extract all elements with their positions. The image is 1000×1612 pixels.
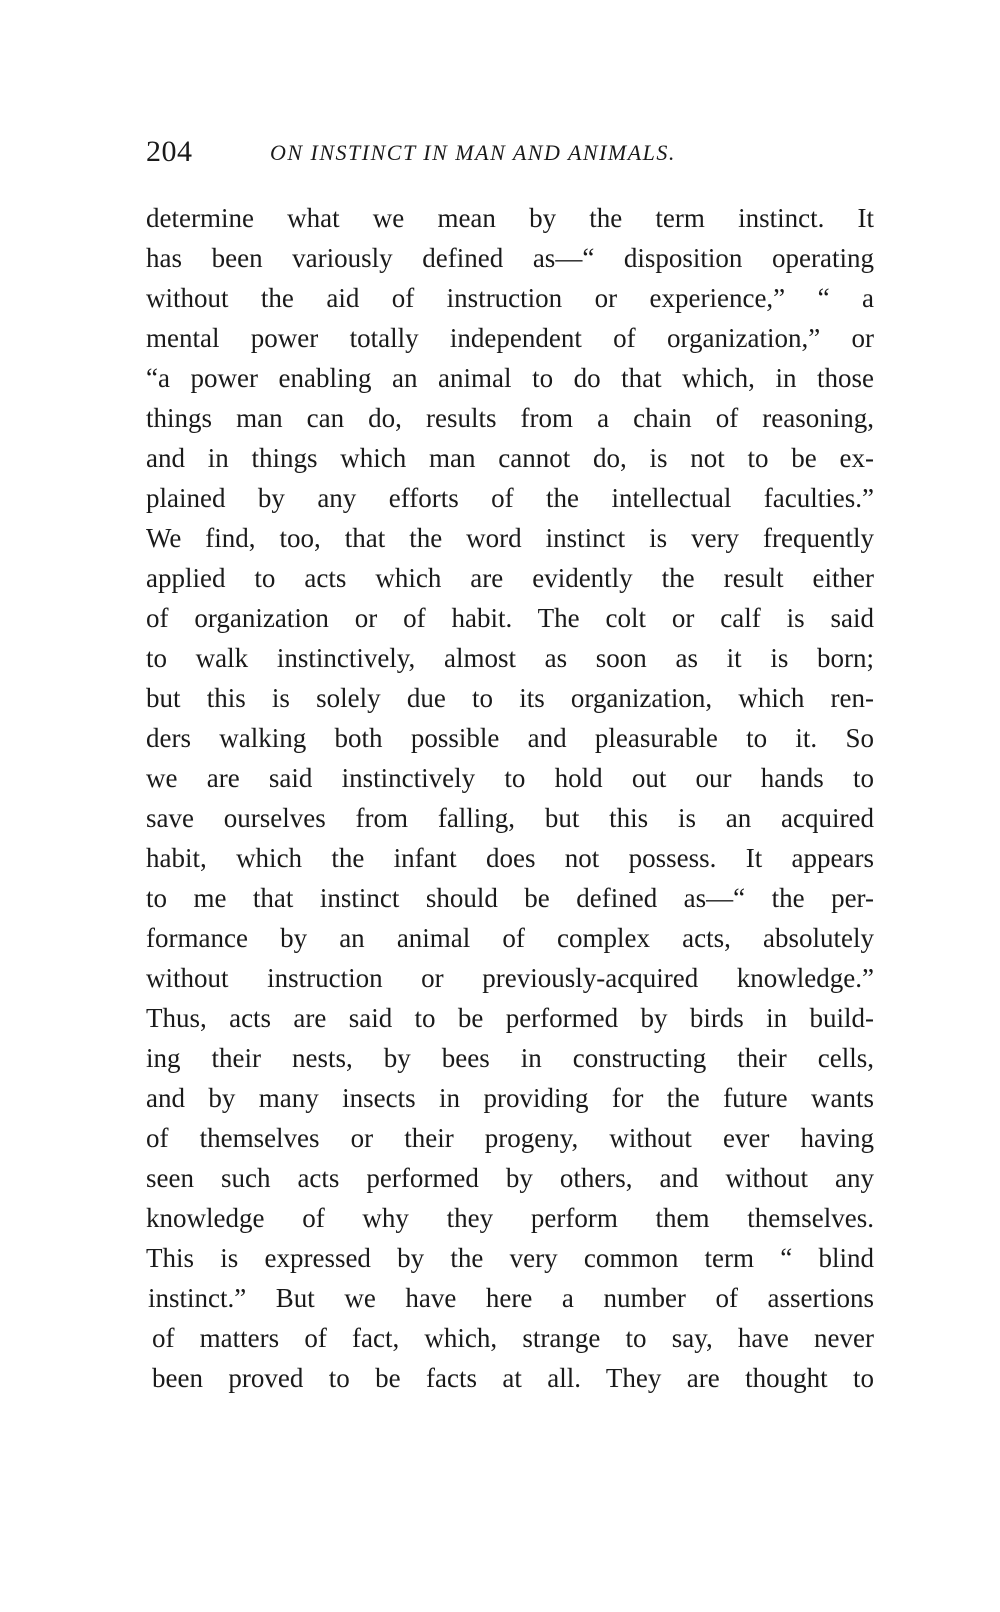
text-line: formance by an animal of complex acts, absolutely — [146, 923, 874, 953]
text-line: ders walking both possible and pleasurable to it. So — [146, 723, 874, 753]
text-line: We find, too, that the word instinct is very frequently — [146, 523, 874, 553]
text-line: of themselves or their progeny, without ever having — [146, 1123, 874, 1153]
text-line: This is expressed by the very common term “ blind — [146, 1243, 874, 1273]
text-line: determine what we mean by the term instinct. It — [146, 203, 874, 233]
text-line: without the aid of instruction or experience,” “ a — [146, 283, 874, 313]
text-line: and by many insects in providing for the future wants — [146, 1083, 874, 1113]
text-line: “a power enabling an animal to do that which, in those — [146, 363, 874, 393]
running-head — [146, 132, 876, 172]
text-line: save ourselves from falling, but this is an acquired — [146, 803, 874, 833]
text-line: knowledge of why they perform them themselves. — [146, 1203, 874, 1233]
text-line: things man can do, results from a chain of reasoning, — [146, 403, 874, 433]
text-line: of matters of fact, which, strange to say, have never — [152, 1323, 874, 1353]
text-line: applied to acts which are evidently the result either — [146, 563, 874, 593]
page-number: 204 — [146, 135, 193, 168]
text-line: without instruction or previously-acquired knowledge.” — [146, 963, 874, 993]
text-line: of organization or of habit. The colt or calf is said — [146, 603, 874, 633]
text-line: mental power totally independent of organization,” or — [146, 323, 874, 353]
text-line: to me that instinct should be defined as—“ the per- — [146, 883, 874, 913]
body-text — [146, 198, 874, 1398]
text-line: plained by any efforts of the intellectual faculties.” — [146, 483, 874, 513]
running-title: ON INSTINCT IN MAN AND ANIMALS. — [270, 140, 676, 165]
text-line: seen such acts performed by others, and without any — [146, 1163, 874, 1193]
text-line: has been variously defined as—“ disposition operating — [146, 243, 874, 273]
text-line: to walk instinctively, almost as soon as it is born; — [146, 643, 874, 673]
text-line: we are said instinctively to hold out our hands to — [146, 763, 874, 793]
text-line: habit, which the infant does not possess. It appears — [146, 843, 874, 873]
text-line: Thus, acts are said to be performed by birds in build- — [146, 1003, 874, 1033]
text-line: been proved to be facts at all. They are thought to — [152, 1363, 874, 1393]
text-line: and in things which man cannot do, is not to be ex- — [146, 443, 874, 473]
text-line: but this is solely due to its organization, which ren- — [146, 683, 874, 713]
text-line: instinct.” But we have here a number of assertions — [148, 1283, 874, 1313]
text-line: ing their nests, by bees in constructing their cells, — [146, 1043, 874, 1073]
